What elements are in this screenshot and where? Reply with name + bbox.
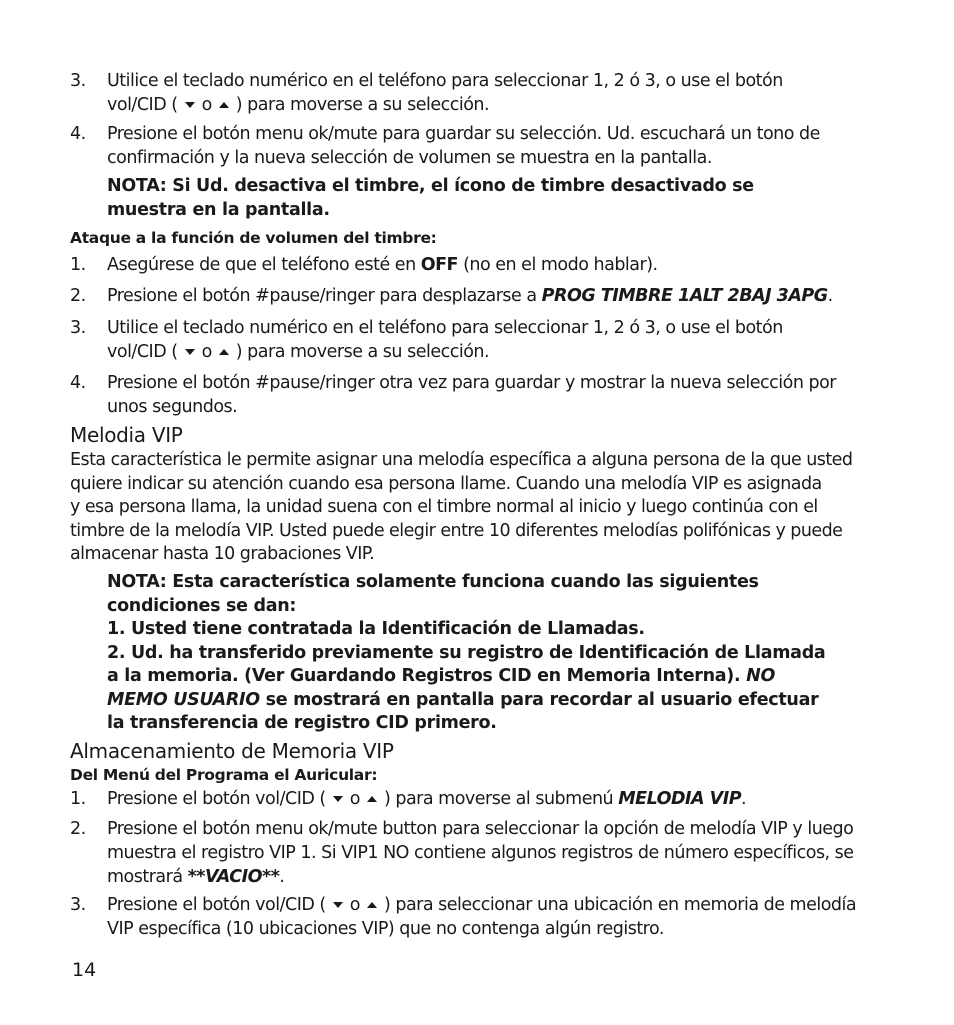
vip-paragraph (70, 449, 890, 567)
step-number: 2. (70, 819, 86, 839)
or-text: o (349, 789, 360, 809)
step-text: . (741, 789, 747, 809)
step-text: ) para moverse al submenú (383, 789, 619, 809)
up-arrow-icon (367, 796, 377, 802)
paragraph-line: timbre de la melodía VIP. Usted puede elegir entre 10 diferentes melodías polifónicas y puede (70, 520, 843, 541)
step-text: Presione el botón menu ok/mute para guardar su selección. Ud. escuchará un tono de (107, 124, 820, 144)
note-text: muestra en la pantalla. (107, 199, 330, 220)
display-text: MELODIA VIP (618, 789, 742, 809)
step-text: Asegúrese de que el teléfono esté en (107, 255, 421, 275)
step-text: Presione el botón #pause/ringer otra vez para guardar y mostrar la nueva selección por (107, 373, 836, 393)
step-text: vol/CID ( (107, 342, 178, 362)
note-text: condiciones se dan: (107, 595, 297, 616)
paragraph-line: almacenar hasta 10 grabaciones VIP. (70, 544, 375, 564)
paragraph-line: quiere indicar su atención cuando esa persona llame. Cuando una melodía VIP es asignada (70, 473, 822, 494)
step-text: . (827, 286, 833, 306)
display-text: **VACIO** (187, 867, 280, 887)
paragraph-line: y esa persona llama, la unidad suena con el timbre normal al inicio y luego continúa con el (70, 497, 818, 517)
step-text: confirmación y la nueva selección de volumen se muestra en la pantalla. (107, 148, 712, 168)
step-text: (no en el modo hablar). (458, 255, 658, 275)
note-text: NOTA: Si Ud. desactiva el timbre, el ícono de timbre desactivado se (107, 176, 754, 196)
ringer-section-heading: Ataque a la función de volumen del timbre: (70, 229, 437, 247)
step-text: mostrará (107, 867, 188, 887)
page-number: 14 (72, 959, 97, 981)
step-text: ) para seleccionar una ubicación en memoria de melodía (383, 895, 857, 915)
display-text: NO (746, 666, 776, 686)
note-ringer-off (107, 175, 867, 222)
storage-heading: Almacenamiento de Memoria VIP (70, 739, 394, 763)
or-text: o (349, 895, 360, 915)
or-text: o (201, 95, 212, 115)
display-text: MEMO USUARIO (107, 689, 260, 710)
note-text: 1. Usted tiene contratada la Identificación de Llamadas. (107, 619, 645, 639)
step-number: 3. (70, 71, 86, 91)
note-text: 2. Ud. ha transferido previamente su registro de Identificación de Llamada (107, 642, 826, 663)
step-number: 3. (70, 318, 86, 338)
note-text: NOTA: Esta característica solamente funciona cuando las siguientes (107, 572, 759, 592)
storage-subheading: Del Menú del Programa el Auricular: (70, 766, 378, 784)
step-text: Presione el botón vol/CID ( (107, 895, 326, 915)
step-text: muestra el registro VIP 1. Si VIP1 NO contiene algunos registros de número específicos, se (107, 843, 854, 863)
up-arrow-icon (219, 349, 229, 355)
step-text: ) para moverse a su selección. (235, 342, 490, 362)
down-arrow-icon (185, 102, 195, 108)
step-number: 1. (70, 789, 86, 809)
up-arrow-icon (367, 902, 377, 908)
note-text: se mostrará en pantalla para recordar al usuario efectuar (259, 689, 819, 710)
step-text: ) para moverse a su selección. (235, 95, 490, 115)
step-text: VIP específica (10 ubicaciones VIP) que no contenga algún registro. (107, 919, 664, 939)
paragraph-line: Esta característica le permite asignar una melodía específica a alguna persona de la que usted (70, 450, 853, 470)
step-text: Presione el botón #pause/ringer para desplazarse a (107, 286, 542, 306)
step-number: 2. (70, 286, 86, 306)
down-arrow-icon (333, 796, 343, 802)
or-text: o (201, 342, 212, 362)
step-text: Utilice el teclado numérico en el teléfono para seleccionar 1, 2 ó 3, o use el botón (107, 71, 783, 91)
note-text: la transferencia de registro CID primero. (107, 713, 497, 733)
step-number: 4. (70, 373, 86, 393)
off-label: OFF (420, 255, 459, 275)
step-number: 1. (70, 255, 86, 275)
step-number: 3. (70, 895, 86, 915)
step-text: vol/CID ( (107, 95, 178, 115)
step-text: Utilice el teclado numérico en el teléfono para seleccionar 1, 2 ó 3, o use el botón (107, 318, 783, 338)
vip-heading: Melodia VIP (70, 423, 183, 447)
step-number: 4. (70, 124, 86, 144)
step-text: unos segundos. (107, 397, 238, 417)
step-text: Presione el botón menu ok/mute button para seleccionar la opción de melodía VIP y luego (107, 819, 854, 839)
step-text: Presione el botón vol/CID ( (107, 789, 326, 809)
display-text: PROG TIMBRE 1ALT 2BAJ 3APG (541, 286, 828, 306)
down-arrow-icon (333, 902, 343, 908)
note-vip-conditions (107, 571, 867, 736)
down-arrow-icon (185, 349, 195, 355)
up-arrow-icon (219, 102, 229, 108)
step-text: . (279, 867, 285, 887)
note-text: a la memoria. (Ver Guardando Registros CID en Memoria Interna). (107, 666, 747, 686)
